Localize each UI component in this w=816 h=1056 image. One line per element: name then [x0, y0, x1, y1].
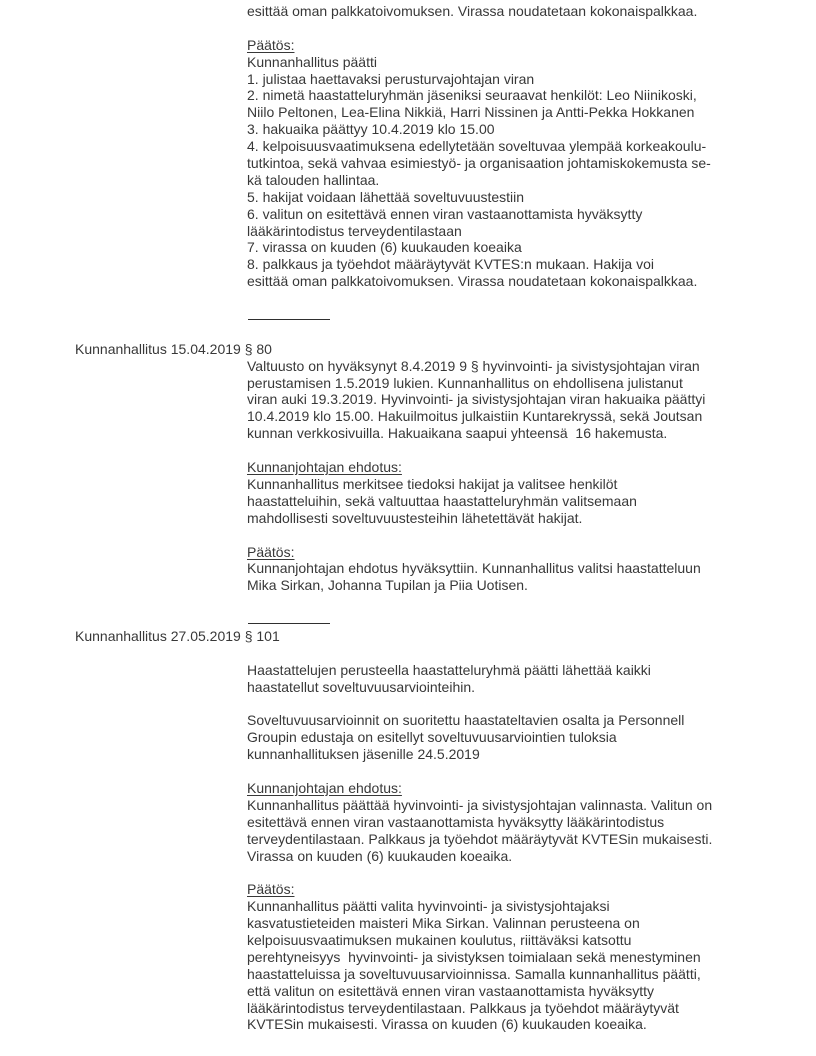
text-run: Kunnanhallitus 15.04.2019 § 80: [75, 340, 272, 357]
blank-line: [0, 594, 816, 611]
body-line: [0, 1000, 816, 1017]
body-line: [0, 391, 816, 408]
separator-line: [0, 307, 816, 324]
blank-line: [0, 696, 816, 713]
body-line: [0, 932, 816, 949]
blank-line: [0, 527, 816, 544]
section-heading: [0, 628, 816, 645]
blank-line: [0, 20, 816, 37]
body-line: [0, 662, 816, 679]
text-run: Kunnanhallitus merkitsee tiedoksi hakijat ja valitsee henkilöt: [247, 475, 618, 492]
text-run: KVTESin mukaisesti. Virassa on kuuden (6) kuukauden koeaika.: [247, 1016, 647, 1033]
text-run: Virassa on kuuden (6) kuukauden koeaika.: [247, 847, 513, 864]
body-line: [0, 358, 816, 375]
body-line: [0, 898, 816, 915]
text-run: Kunnanhallitus 27.05.2019 § 101: [75, 627, 280, 644]
body-line: [0, 206, 816, 223]
body-line: [0, 831, 816, 848]
body-line: [0, 71, 816, 88]
body-line: [0, 510, 816, 527]
text-run: Haastattelujen perusteella haastatteluryhmä päätti lähettää kaikki: [247, 661, 651, 678]
body-line: [0, 814, 816, 831]
text-run: perehtyneisyys hyvinvointi- ja sivistyksen toimialaan sekä menestyminen: [247, 948, 701, 965]
text-run: 4. kelpoisuusvaatimuksena edellytetään soveltuvaa ylempää korkeakoulu-: [247, 138, 707, 155]
label-line: [0, 780, 816, 797]
text-run: mahdollisesti soveltuvuustesteihin lähetettävät hakijat.: [247, 509, 583, 526]
body-line: [0, 155, 816, 172]
text-run: esittää oman palkkatoivomuksen. Virassa noudatetaan kokonaispalkkaa.: [247, 3, 698, 19]
body-line: [0, 3, 816, 20]
body-line: [0, 493, 816, 510]
text-run: Mika Sirkan, Johanna Tupilan ja Piia Uotisen.: [247, 577, 528, 594]
text-run: kä talouden hallintaa.: [247, 171, 380, 188]
blank-line: [0, 442, 816, 459]
text-run: Soveltuvuusarvioinnit on suoritettu haastateltavien osalta ja Personnell: [247, 712, 685, 729]
label-line: [0, 459, 816, 476]
text-run: esittää oman palkkatoivomuksen. Virassa noudatetaan kokonaispalkkaa.: [247, 273, 698, 290]
text-run: 7. virassa on kuuden (6) kuukauden koeaika: [247, 239, 522, 256]
body-line: [0, 712, 816, 729]
horizontal-rule: [248, 623, 330, 624]
body-line: [0, 54, 816, 71]
body-line: [0, 746, 816, 763]
body-line: [0, 223, 816, 240]
text-run: Päätös:: [247, 543, 295, 560]
body-line: [0, 408, 816, 425]
blank-line: [0, 763, 816, 780]
body-line: [0, 256, 816, 273]
label-line: [0, 544, 816, 561]
body-line: [0, 560, 816, 577]
label-line: [0, 881, 816, 898]
section-heading: [0, 341, 816, 358]
body-line: [0, 577, 816, 594]
text-run: kunnan verkkosivuilla. Hakuaikana saapui yhteensä 16 hakemusta.: [247, 425, 668, 442]
label-line: [0, 37, 816, 54]
body-line: [0, 87, 816, 104]
text-run: kelpoisuusvaatimuksen mukainen koulutus, riittäväksi katsottu: [247, 931, 632, 948]
body-line: [0, 172, 816, 189]
text-run: tutkintoa, sekä vahvaa esimiestyö- ja organisaation johtamiskokemusta se-: [247, 155, 711, 172]
text-run: Kunnanhallitus päätti: [247, 53, 377, 70]
body-line: [0, 983, 816, 1000]
blank-line: [0, 645, 816, 662]
blank-line: [0, 864, 816, 881]
text-run: Kunnanhallitus päätti valita hyvinvointi- ja sivistysjohtajaksi: [247, 898, 610, 915]
body-line: [0, 966, 816, 983]
horizontal-rule: [248, 319, 330, 320]
text-run: Groupin edustaja on esitellyt soveltuvuusarviointien tuloksia: [247, 729, 617, 746]
body-line: [0, 121, 816, 138]
body-line: [0, 476, 816, 493]
separator-line: [0, 611, 816, 628]
text-run: 1. julistaa haettavaksi perusturvajohtajan viran: [247, 70, 535, 87]
text-run: haastatteluissa ja soveltuvuusarvioinnissa. Samalla kunnanhallitus päätti,: [247, 965, 701, 982]
text-run: Valtuusto on hyväksynyt 8.4.2019 9 § hyvinvointi- ja sivistysjohtajan viran: [247, 357, 700, 374]
text-run: Kunnanjohtajan ehdotus:: [247, 459, 402, 476]
body-line: [0, 797, 816, 814]
text-run: Päätös:: [247, 881, 295, 898]
text-run: 10.4.2019 klo 15.00. Hakuilmoitus julkaistiin Kuntarekryssä, sekä Joutsan: [247, 408, 703, 425]
body-line: [0, 273, 816, 290]
text-run: perustamisen 1.5.2019 lukien. Kunnanhallitus on ehdollisena julistanut: [247, 374, 683, 391]
body-line: [0, 138, 816, 155]
text-run: Kunnanjohtajan ehdotus:: [247, 779, 402, 796]
body-line: [0, 679, 816, 696]
text-run: kunnanhallituksen jäsenille 24.5.2019: [247, 746, 480, 763]
text-run: 8. palkkaus ja työehdot määräytyvät KVTES:n mukaan. Hakija voi: [247, 256, 654, 273]
body-line: [0, 375, 816, 392]
text-run: että valitun on esitettävä ennen viran vastaanottamista hyväksytty: [247, 982, 655, 999]
body-line: [0, 848, 816, 865]
text-run: kasvatustieteiden maisteri Mika Sirkan. Valinnan perusteena on: [247, 915, 640, 932]
document-content: [0, 3, 816, 1033]
text-run: 5. hakijat voidaan lähettää soveltuvuustestiin: [247, 188, 525, 205]
text-run: 6. valitun on esitettävä ennen viran vastaanottamista hyväksytty: [247, 205, 643, 222]
body-line: [0, 729, 816, 746]
body-line: [0, 189, 816, 206]
body-line: [0, 949, 816, 966]
text-run: Päätös:: [247, 36, 295, 53]
blank-line: [0, 324, 816, 341]
text-run: Kunnanhallitus päättää hyvinvointi- ja sivistysjohtajan valinnasta. Valitun on: [247, 796, 713, 813]
text-run: haastatellut soveltuvuusarviointeihin.: [247, 678, 476, 695]
text-run: esitettävä ennen viran vastaanottamista hyväksytty lääkärintodistus: [247, 813, 665, 830]
body-line: [0, 239, 816, 256]
body-line: [0, 104, 816, 121]
body-line: [0, 1016, 816, 1033]
blank-line: [0, 290, 816, 307]
text-run: lääkärintodistus terveydentilastaan. Palkkaus ja työehdot määräytyvät: [247, 999, 679, 1016]
body-line: [0, 425, 816, 442]
text-run: 3. hakuaika päättyy 10.4.2019 klo 15.00: [247, 121, 495, 138]
text-run: haastatteluihin, sekä valtuuttaa haastatteluryhmän valitsemaan: [247, 492, 637, 509]
text-run: lääkärintodistus terveydentilastaan: [247, 222, 462, 239]
text-run: Kunnanjohtajan ehdotus hyväksyttiin. Kunnanhallitus valitsi haastatteluun: [247, 560, 701, 577]
text-run: 2. nimetä haastatteluryhmän jäseniksi seuraavat henkilöt: Leo Niinikoski,: [247, 87, 697, 104]
text-run: Niilo Peltonen, Lea-Elina Nikkiä, Harri Nissinen ja Antti-Pekka Hokkanen: [247, 104, 695, 121]
text-run: terveydentilastaan. Palkkaus ja työehdot määräytyvät KVTESin mukaisesti.: [247, 830, 713, 847]
text-run: viran auki 19.3.2019. Hyvinvointi- ja sivistysjohtajan viran hakuaika päättyi: [247, 391, 706, 408]
body-line: [0, 915, 816, 932]
